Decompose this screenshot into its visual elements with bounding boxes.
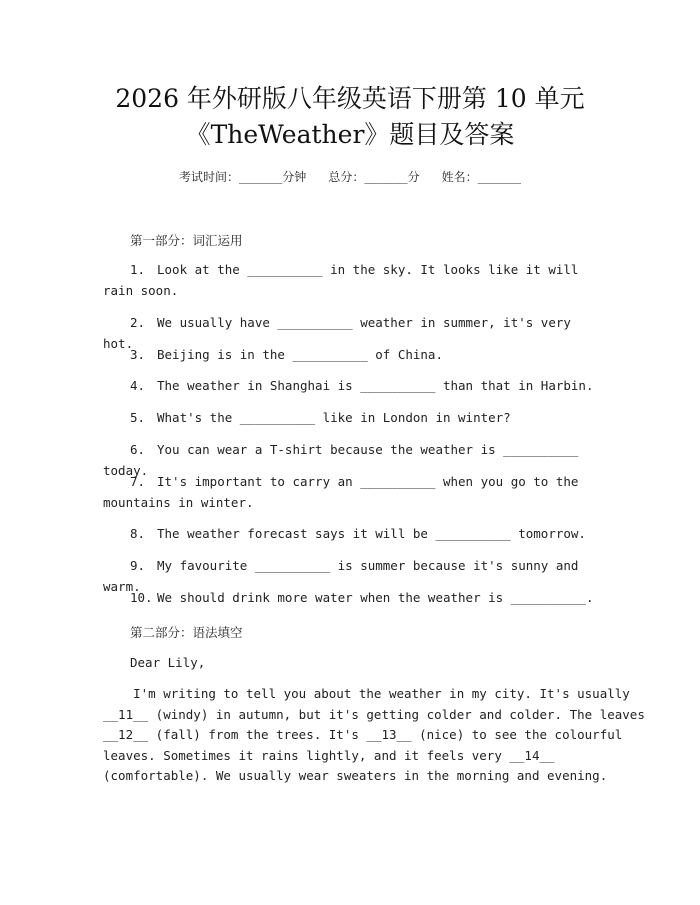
question-item: 3. Beijing is in the __________ of China. (130, 347, 443, 362)
question-item: 10. We should drink more water when the weather is __________. (130, 590, 594, 605)
question-item: 6. You can wear a T-shirt because the weather is __________ today. (103, 442, 579, 478)
question-item: 9. My favourite __________ is summer because it's sunny and warm. (103, 558, 579, 594)
letter-greeting: Dear Lily, (130, 655, 206, 670)
question-item: 7. It's important to carry an __________ when you go to the mountains in winter. (103, 474, 579, 510)
section-heading-grammar: 第二部分：语法填空 (130, 625, 243, 640)
letter-body (103, 684, 645, 787)
letter-line: __11__ (windy) in autumn, but it's getting colder and colder. The leaves (103, 706, 645, 722)
question-item: 1. Look at the __________ in the sky. It looks like it will rain soon. (103, 262, 579, 298)
letter-line: __12__ (fall) from the trees. It's __13__ (nice) to see the colourful (103, 727, 623, 742)
exam-meta (0, 168, 700, 185)
question-item: 5. What's the __________ like in London in winter? (130, 410, 511, 425)
question-item: 8. The weather forecast says it will be __________ tomorrow. (130, 526, 586, 541)
letter-line: leaves. Sometimes it rains lightly, and it feels very __14__ (103, 747, 555, 763)
exam-name: 姓名：______ (441, 170, 522, 184)
section-heading-vocabulary: 第一部分：词汇运用 (130, 233, 243, 248)
question-item: 4. The weather in Shanghai is __________ than that in Harbin. (130, 378, 594, 393)
exam-score: 总分：______分 (328, 170, 420, 184)
document-title: 2026 年外研版八年级英语下册第 10 单元 (115, 84, 585, 113)
exam-time: 考试时间：______分钟 (178, 170, 307, 184)
question-item: 2. We usually have __________ weather in summer, it's very hot. (103, 315, 571, 351)
letter-line: (comfortable). We usually wear sweaters in the morning and evening. (103, 768, 608, 783)
letter-line: I'm writing to tell you about the weather in my city. It's usually (103, 686, 630, 701)
document-subtitle: 《TheWeather》题目及答案 (185, 120, 515, 149)
